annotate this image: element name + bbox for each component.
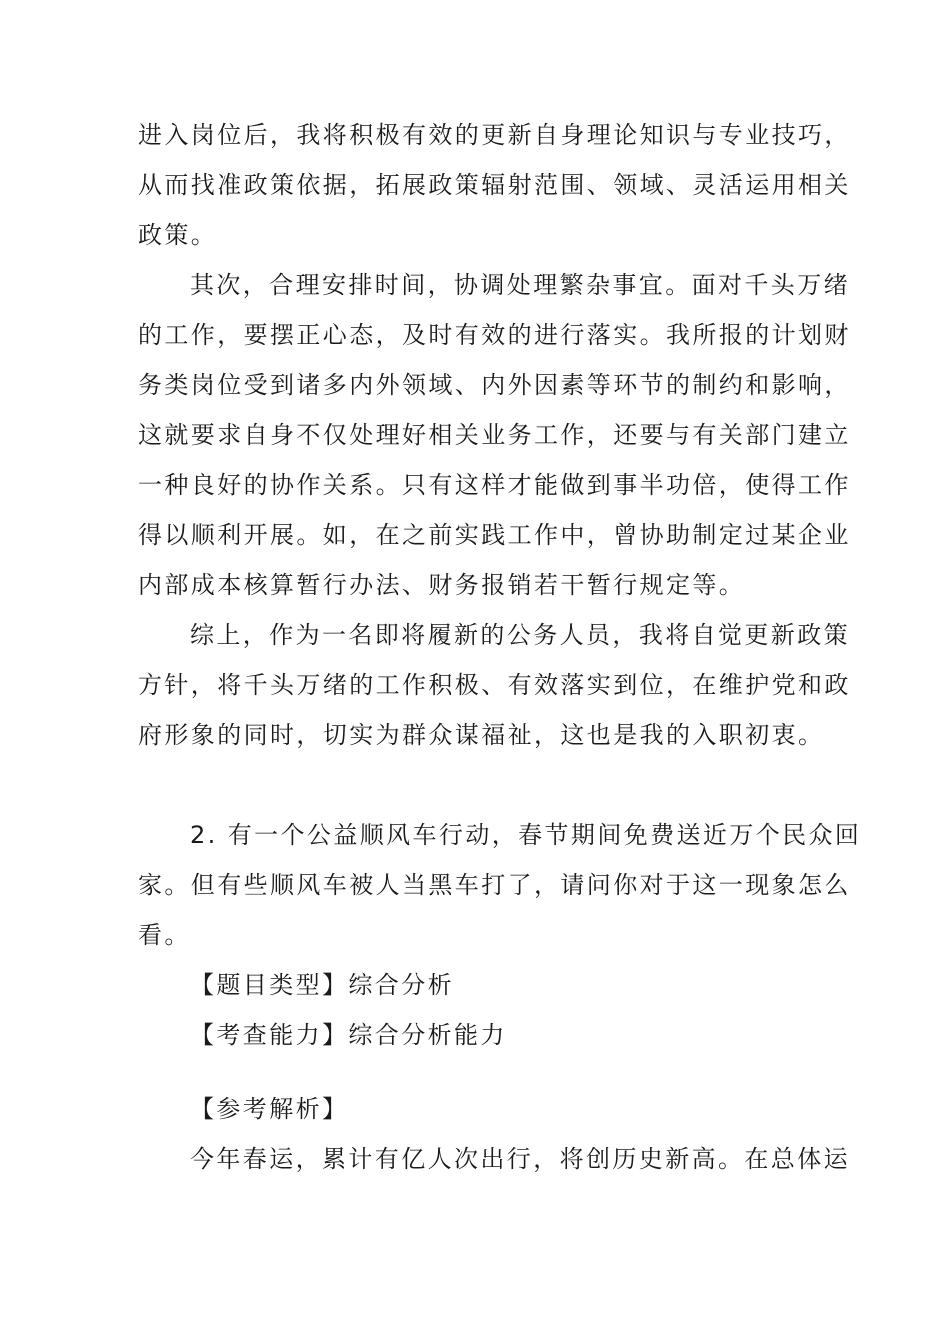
reference-heading: 【参考解析】 — [190, 1095, 349, 1123]
question-type-label: 【题目类型】综合分析 — [190, 971, 454, 999]
paragraph-line: 这就要求自身不仅处理好相关业务工作，还要与有关部门建立 — [138, 421, 851, 449]
question-line: 家。但有些顺风车被人当黑车打了，请问你对于这一现象怎么 — [138, 871, 851, 899]
paragraph-line: 今年春运，累计有亿人次出行，将创历史新高。在总体运 — [190, 1145, 850, 1173]
paragraph-line: 得以顺利开展。如，在之前实践工作中，曾协助制定过某企业 — [138, 521, 851, 549]
ability-label: 【考查能力】综合分析能力 — [190, 1021, 507, 1049]
question-line: 看。 — [138, 921, 191, 949]
paragraph-line: 从而找准政策依据，拓展政策辐射范围、领域、灵活运用相关 — [138, 171, 851, 199]
paragraph-line: 务类岗位受到诸多内外领域、内外因素等环节的制约和影响， — [138, 371, 851, 399]
paragraph-line: 内部成本核算暂行办法、财务报销若干暂行规定等。 — [138, 571, 746, 599]
paragraph-line: 其次，合理安排时间，协调处理繁杂事宜。面对千头万绪 — [190, 271, 850, 299]
paragraph-line: 的工作，要摆正心态，及时有效的进行落实。我所报的计划财 — [138, 321, 851, 349]
paragraph-line: 一种良好的协作关系。只有这样才能做到事半功倍，使得工作 — [138, 471, 851, 499]
question-line: 2. 有一个公益顺风车行动，春节期间免费送近万个民众回 — [190, 821, 862, 849]
paragraph-line: 进入岗位后，我将积极有效的更新自身理论知识与专业技巧， — [138, 121, 851, 149]
paragraph-line: 府形象的同时，切实为群众谋福祉，这也是我的入职初衷。 — [138, 721, 825, 749]
paragraph-line: 政策。 — [138, 221, 218, 249]
paragraph-line: 方针，将千头万绪的工作积极、有效落实到位，在维护党和政 — [138, 671, 851, 699]
paragraph-line: 综上，作为一名即将履新的公务人员，我将自觉更新政策 — [190, 621, 850, 649]
